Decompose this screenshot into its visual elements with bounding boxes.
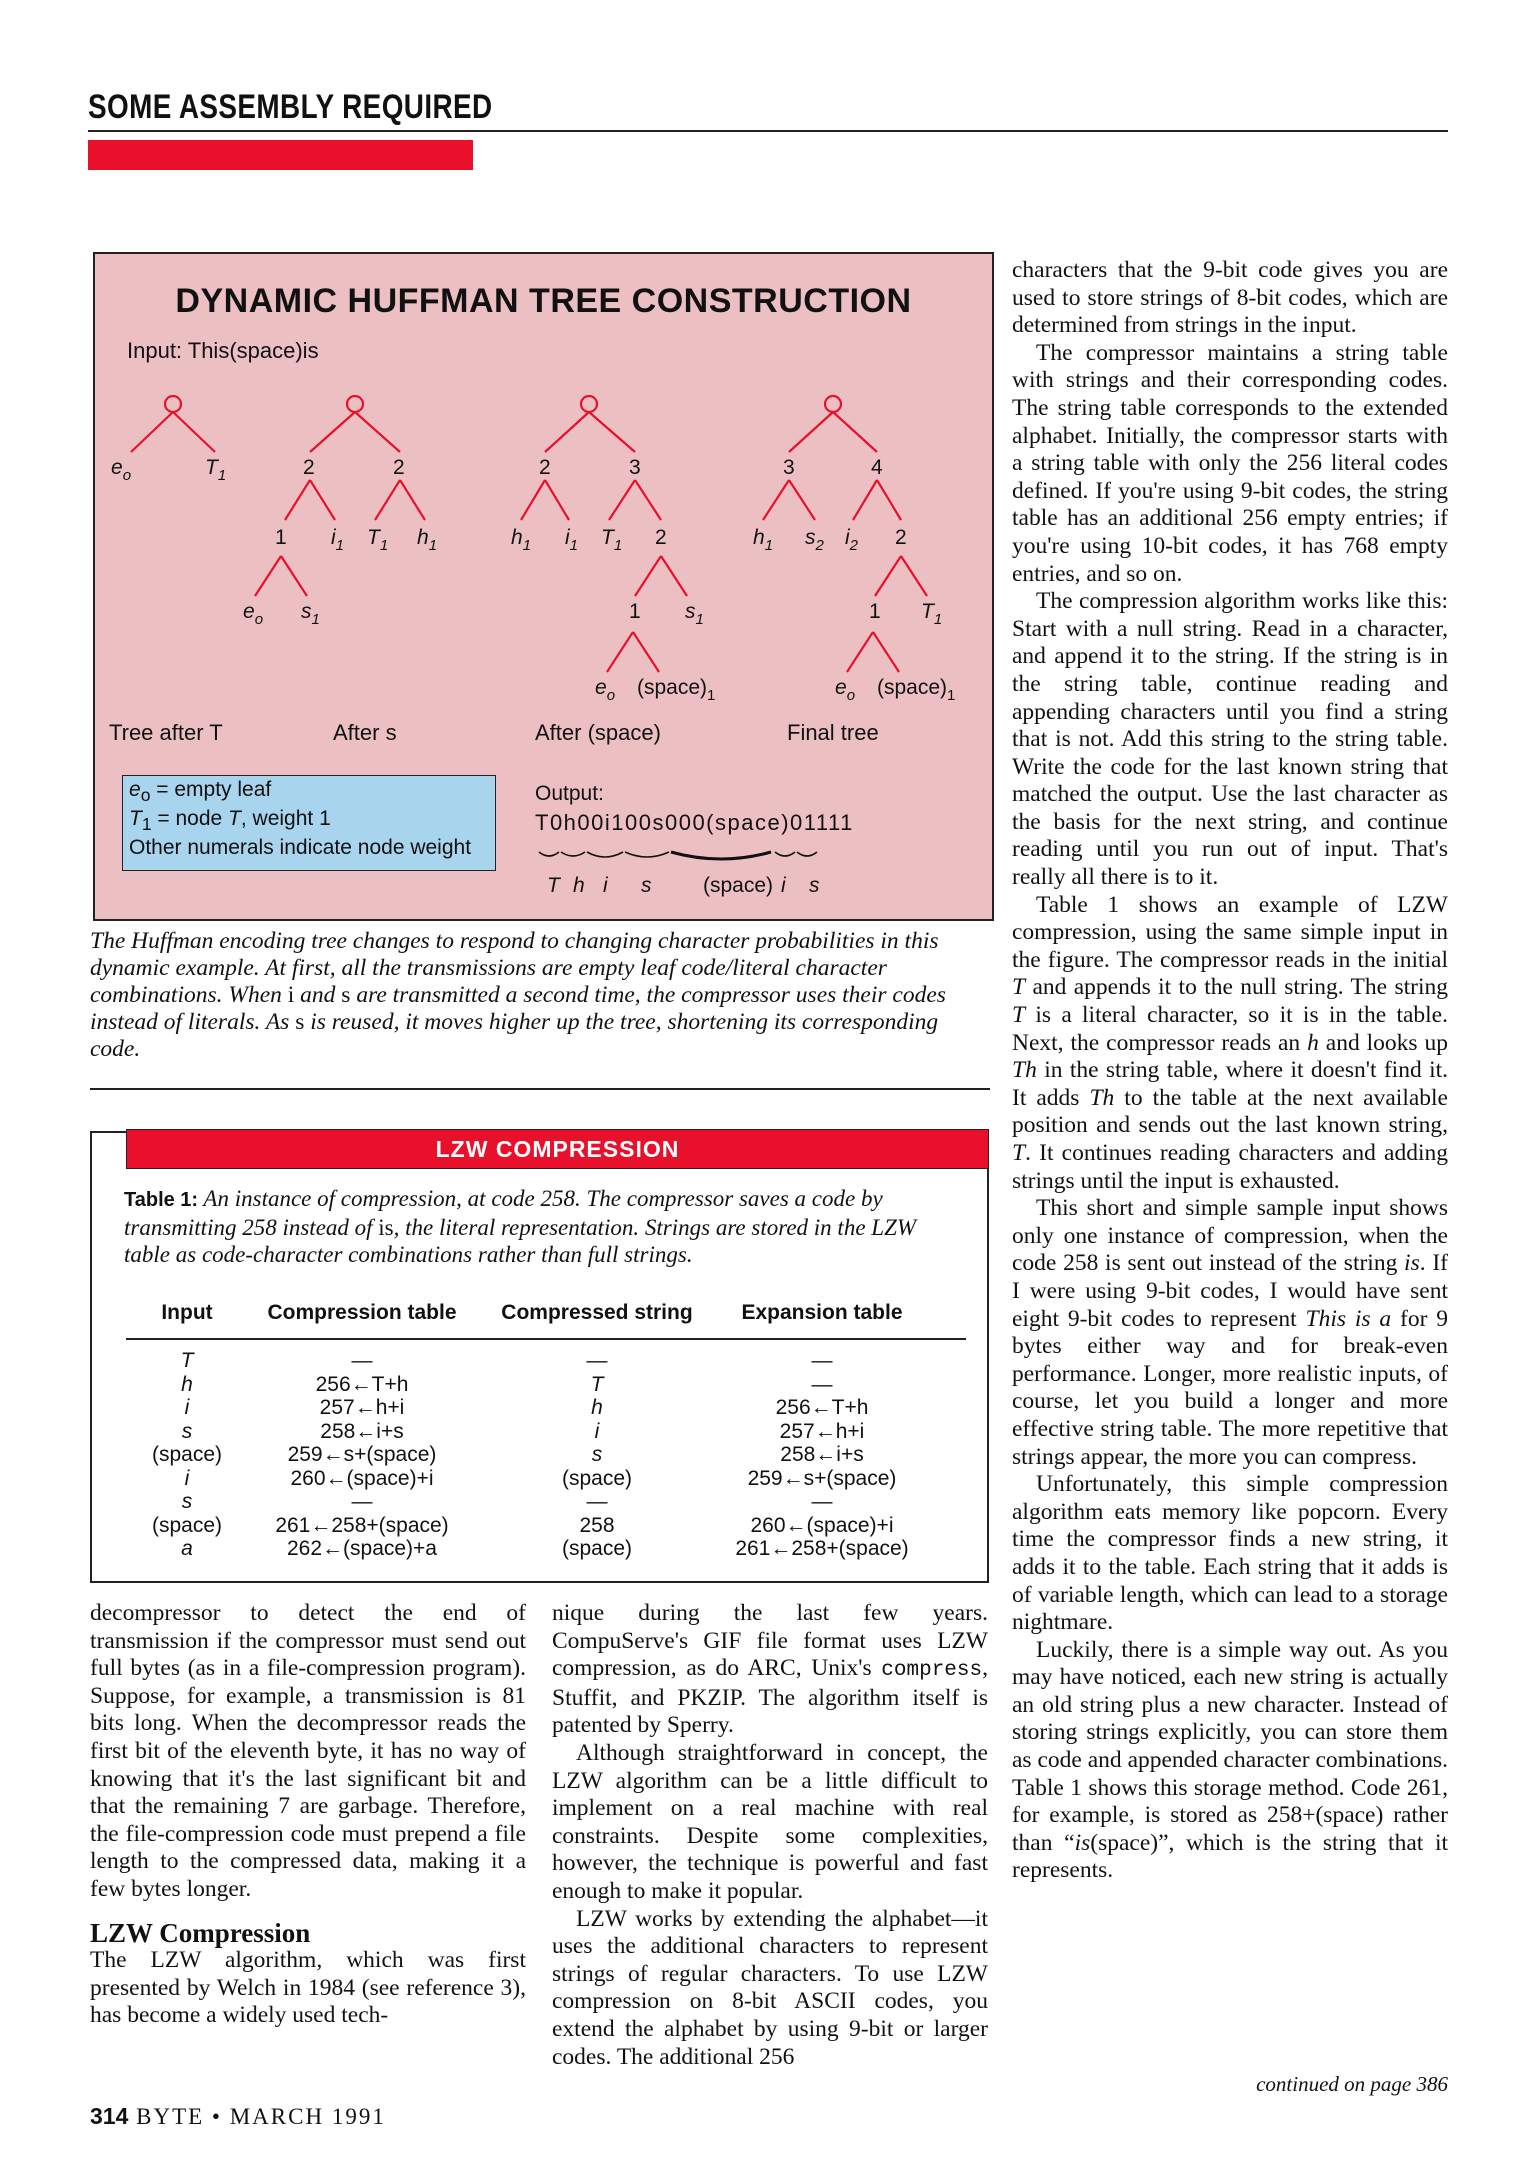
decoded-char: (space) bbox=[703, 874, 774, 897]
tree4-root-node bbox=[825, 396, 841, 412]
bracket bbox=[587, 852, 623, 857]
tree-edge bbox=[255, 556, 281, 596]
body-paragraph: decompressor to detect the end of transmission if the compressor must send out full bytes (as in a file-compression program). Suppose, for example, a transmission is 81 bits long. When the decompressor reads the first bit of the eleventh byte, it has no way of knowing that it's the last significant bit and that the remaining 7 are garbage. Therefore, the file-compression code must prepend a file length to the compressed data, making it a few bytes longer. bbox=[90, 1600, 526, 1902]
tree-label: $h_1$ bbox=[417, 526, 438, 554]
tree-label: $(space)_1$ bbox=[877, 676, 956, 704]
page-number: 314 bbox=[90, 2103, 129, 2129]
decoded-char: s bbox=[809, 874, 820, 897]
tree-edge bbox=[635, 556, 661, 596]
table-cell: h bbox=[181, 1372, 193, 1396]
decoded-char: T bbox=[547, 874, 560, 897]
table-cell: i bbox=[184, 1396, 190, 1419]
body-paragraph: nique during the last few years. CompuServe's GIF file format uses LZW compression, as do ARC, Unix's compress, Stuffit, and PKZIP. The algorithm itself is patented by Sperry. bbox=[552, 1600, 988, 1739]
tree-edge bbox=[375, 480, 400, 520]
table-caption: Table 1: An instance of compression, at code 258. The compressor saves a code by transmitting 258 instead of is, the literal representation. Strings are stored in the LZW table as code-character combinations rather than full strings. bbox=[124, 1186, 917, 1267]
tree-label: $h_1$ bbox=[753, 526, 774, 554]
table-cell: — bbox=[811, 1490, 833, 1513]
stage-label: After (space) bbox=[535, 720, 661, 745]
decoded-char: i bbox=[781, 874, 786, 897]
body-paragraph: The compression algorithm works like this: Start with a null string. Read in a character, and append it to the string. If the string is in the string table, continue reading and appending characters until you find a string that is not. Add this string to the string table. Write the code for the last known string that matched the output. Use the last character as the basis for the next string, and continue reading until you run out of input. That's really all there is to it. bbox=[1012, 588, 1448, 891]
tree-label: $e_o$ bbox=[243, 600, 264, 628]
table-cell: s bbox=[591, 1443, 603, 1466]
table-cell: s bbox=[181, 1490, 193, 1513]
table-cell: a bbox=[181, 1537, 193, 1560]
tree-label: 2 bbox=[539, 456, 551, 479]
tree-edge bbox=[589, 412, 635, 452]
tree1-root-node bbox=[165, 396, 181, 412]
body-column-right bbox=[1012, 257, 1448, 1885]
table-cell: 256←T+h bbox=[315, 1372, 409, 1396]
tree-edge bbox=[545, 480, 569, 520]
legend-empty-leaf: $e_o$ = empty leaf bbox=[129, 778, 272, 806]
tree-label: $i_1$ bbox=[565, 526, 579, 554]
body-paragraph: This short and simple sample input shows only one instance of compression, when the code 258 is sent out instead of the string is. If I were using 9-bit codes, I would have sent eight 9-bit codes to represent This is a for 9 bytes either way and for break-even performance. Longer, more realistic inputs, of course, let you build a longer and more effective string table. The more repetitive that strings appear, the more you can compress. bbox=[1012, 1195, 1449, 1470]
continued-note: continued on page 386 bbox=[1256, 2072, 1448, 2096]
body-paragraph: characters that the 9-bit code gives you are used to store strings of 8-bit codes, which are determined from strings in the input. bbox=[1012, 257, 1448, 339]
tree-label: $s_1$ bbox=[301, 600, 320, 628]
table-cell: — bbox=[811, 1349, 833, 1372]
tree-edge bbox=[609, 480, 635, 520]
stage-label: Final tree bbox=[787, 720, 879, 745]
table-header-input: Input bbox=[161, 1301, 213, 1324]
figure-legend bbox=[122, 775, 496, 871]
table-cell: T bbox=[180, 1349, 194, 1372]
body-paragraph: LZW works by extending the alphabet—it uses the additional characters to represent strings of regular characters. To use LZW compression on 8-bit ASCII codes, you extend the alphabet by using 9-bit or larger codes. The additional 256 bbox=[552, 1905, 988, 2070]
huffman-figure bbox=[93, 252, 994, 921]
tree-edge bbox=[661, 556, 687, 596]
table-cell: 261←258+(space) bbox=[275, 1513, 449, 1537]
body-column-left bbox=[90, 1600, 526, 2030]
section-title: SOME ASSEMBLY REQUIRED bbox=[88, 88, 493, 126]
table-cell: 258←i+s bbox=[320, 1419, 404, 1443]
stage-label: After s bbox=[333, 720, 397, 745]
legend-weights: Other numerals indicate node weight bbox=[129, 836, 472, 859]
tree-label: $i_1$ bbox=[331, 526, 345, 554]
decoded-char: h bbox=[573, 874, 585, 897]
body-paragraph: Luckily, there is a simple way out. As you may have noticed, each new string is actually an old string plus a new character. Instead of storing strings explicitly, you can store them as code and appended character combinations. Table 1 shows this storage method. Code 261, for example, is stored as 258+(space) rather than “is(space)”, which is the string that it represents. bbox=[1012, 1636, 1448, 1884]
table-header-compression: Compression table bbox=[267, 1301, 457, 1324]
tree-label: $e_o$ bbox=[111, 456, 132, 484]
tree-label: 2 bbox=[303, 456, 315, 479]
caption-rule bbox=[90, 1088, 990, 1090]
lzw-table-panel bbox=[90, 1131, 989, 1583]
table-cell: (space) bbox=[151, 1513, 223, 1537]
tree-edge bbox=[877, 480, 901, 520]
table-cell: (space) bbox=[561, 1466, 633, 1490]
tree-label: 1 bbox=[869, 600, 881, 623]
magazine-issue: BYTE • MARCH 1991 bbox=[136, 2104, 386, 2129]
table-cell: 258 bbox=[579, 1513, 615, 1537]
tree-label: $T_1$ bbox=[921, 600, 943, 628]
table-cell: — bbox=[586, 1349, 608, 1372]
table-cell: s bbox=[181, 1419, 193, 1443]
table-cell: 262←(space)+a bbox=[286, 1537, 437, 1560]
table-cell: i bbox=[594, 1419, 600, 1443]
figure-caption: The Huffman encoding tree changes to respond to changing character probabilities in this dynamic example. At first, all the transmissions are empty leaf code/literal character combinations. When i and s are transmitted a second time, the compressor uses their codes instead of literals. As s is reused, it moves higher up the tree, shortening its corresponding code. bbox=[90, 928, 946, 1062]
table-cell: 256←T+h bbox=[775, 1396, 869, 1419]
table-cell: 260←(space)+i bbox=[290, 1466, 434, 1490]
tree-edge bbox=[635, 480, 661, 520]
output-decoded bbox=[547, 874, 820, 897]
body-paragraph: Although straightforward in concept, the LZW algorithm can be a little difficult to implement on a real machine with real constraints. Despite some complexities, however, the technique is powerful and fast enough to make it popular. bbox=[552, 1739, 988, 1904]
tree-label: $(space)_1$ bbox=[637, 676, 716, 704]
tree-edge bbox=[131, 412, 173, 452]
table-cell: T bbox=[590, 1372, 604, 1396]
tree-label: $s_1$ bbox=[685, 600, 704, 628]
tree-label: 3 bbox=[629, 456, 641, 479]
tree-label: 2 bbox=[895, 526, 907, 549]
table-cell: h bbox=[591, 1396, 603, 1419]
table-rule bbox=[126, 1338, 966, 1340]
tree-edge bbox=[310, 480, 335, 520]
bracket bbox=[775, 852, 795, 856]
tree-label: $e_o$ bbox=[835, 676, 856, 704]
bracket bbox=[625, 852, 669, 857]
tree-edge bbox=[521, 480, 545, 520]
figure-input-label: Input: This(space)is bbox=[127, 338, 319, 363]
tree-edge bbox=[853, 480, 877, 520]
tree-label: $T_1$ bbox=[367, 526, 389, 554]
table-cell: — bbox=[586, 1490, 608, 1513]
table-cell: (space) bbox=[561, 1537, 633, 1560]
tree-edge bbox=[789, 412, 833, 452]
tree-edge bbox=[633, 632, 659, 672]
figure-title: DYNAMIC HUFFMAN TREE CONSTRUCTION bbox=[175, 282, 912, 320]
legend-node: $T_1$ = node T, weight 1 bbox=[129, 807, 331, 835]
output-code: T0h00i100s000(space)01111 bbox=[535, 810, 854, 835]
table-header-compressed: Compressed string bbox=[501, 1301, 693, 1324]
table-cell: 257←h+i bbox=[779, 1419, 865, 1443]
stage-label: Tree after T bbox=[109, 720, 223, 745]
tree-edge bbox=[285, 480, 310, 520]
table-cell: 257←h+i bbox=[319, 1396, 405, 1419]
tree-label: $T_1$ bbox=[205, 456, 227, 484]
header-accent-bar bbox=[88, 140, 473, 170]
tree-edge bbox=[763, 480, 789, 520]
page-footer bbox=[90, 2103, 386, 2130]
tree-edge bbox=[310, 412, 355, 452]
tree-label: $h_1$ bbox=[511, 526, 532, 554]
table-cell: — bbox=[351, 1349, 373, 1372]
table-cell: 259←s+(space) bbox=[747, 1466, 897, 1490]
tree-label: $e_o$ bbox=[595, 676, 616, 704]
table-header-expansion: Expansion table bbox=[741, 1301, 903, 1324]
table-cell: i bbox=[184, 1466, 190, 1490]
tree-edge bbox=[847, 632, 873, 672]
tree-label: $T_1$ bbox=[601, 526, 623, 554]
tree-edge bbox=[545, 412, 589, 452]
section-heading: LZW Compression bbox=[90, 1917, 311, 1948]
tree-edge bbox=[400, 480, 425, 520]
body-paragraph: The compressor maintains a string table with strings and their corresponding codes. The string table corresponds to the extended alphabet. Initially, the compressor starts with a string table with only the 256 literal codes defined. If you're using 9-bit codes, the string table has an additional 256 empty entries; if you're using 10-bit codes, it has 768 empty entries, and so on. bbox=[1012, 339, 1448, 587]
bracket bbox=[561, 852, 585, 856]
header-rule bbox=[88, 130, 1448, 132]
body-paragraph: Table 1 shows an example of LZW compression, using the same simple input in the figure. The compressor reads in the initial T and appends it to the null string. The string T is a literal character, so it is in the table. Next, the compressor reads an h and looks up Th in the string table, where it doesn't find it. It adds Th to the table at the next available position and sends out the last known string, T. It continues reading characters and adding strings until the input is exhausted. bbox=[1012, 891, 1449, 1194]
tree-label: 3 bbox=[783, 456, 795, 479]
tree-edge bbox=[355, 412, 400, 452]
tree-edge bbox=[173, 412, 215, 452]
tree-label: 4 bbox=[871, 456, 883, 479]
output-label: Output: bbox=[535, 782, 604, 805]
table-cell: 260←(space)+i bbox=[750, 1513, 894, 1537]
tree3-root-node bbox=[581, 396, 597, 412]
tree-edge bbox=[607, 632, 633, 672]
tree-edge bbox=[281, 556, 307, 596]
tree-edge bbox=[901, 556, 927, 596]
bracket bbox=[797, 852, 817, 856]
body-paragraph: The LZW algorithm, which was first presented by Welch in 1984 (see reference 3), has become a widely used tech- bbox=[90, 1947, 526, 2029]
tree-label: $s_2$ bbox=[805, 526, 824, 554]
bracket bbox=[539, 852, 559, 856]
table-cell: 261←258+(space) bbox=[735, 1537, 909, 1560]
table-cell: 259←s+(space) bbox=[287, 1443, 437, 1466]
table-cell: (space) bbox=[151, 1443, 223, 1466]
tree-label: $i_2$ bbox=[845, 526, 859, 554]
body-paragraph: Unfortunately, this simple compression algorithm eats memory like popcorn. Every time the compressor finds a new string, it adds it to the table. Each string that it adds is of variable length, which can lead to a storage nightmare. bbox=[1012, 1471, 1448, 1636]
tree-label: 1 bbox=[275, 526, 287, 549]
tree-label: 2 bbox=[393, 456, 405, 479]
tree2-root-node bbox=[347, 396, 363, 412]
table-cell: 258←i+s bbox=[780, 1443, 864, 1466]
decoded-char: s bbox=[641, 874, 652, 897]
bracket bbox=[671, 852, 771, 859]
tree-edge bbox=[873, 632, 899, 672]
tree-edge bbox=[875, 556, 901, 596]
decoded-char: i bbox=[603, 874, 608, 897]
body-column-middle bbox=[552, 1600, 988, 2071]
table-banner: LZW COMPRESSION bbox=[126, 1129, 989, 1169]
tree-edge bbox=[789, 480, 815, 520]
tree-edge bbox=[833, 412, 877, 452]
output-brackets bbox=[539, 852, 817, 859]
table-cell: — bbox=[811, 1372, 833, 1396]
tree-label: 1 bbox=[629, 600, 641, 623]
tree-label: 2 bbox=[655, 526, 667, 549]
table-cell: — bbox=[351, 1490, 373, 1513]
